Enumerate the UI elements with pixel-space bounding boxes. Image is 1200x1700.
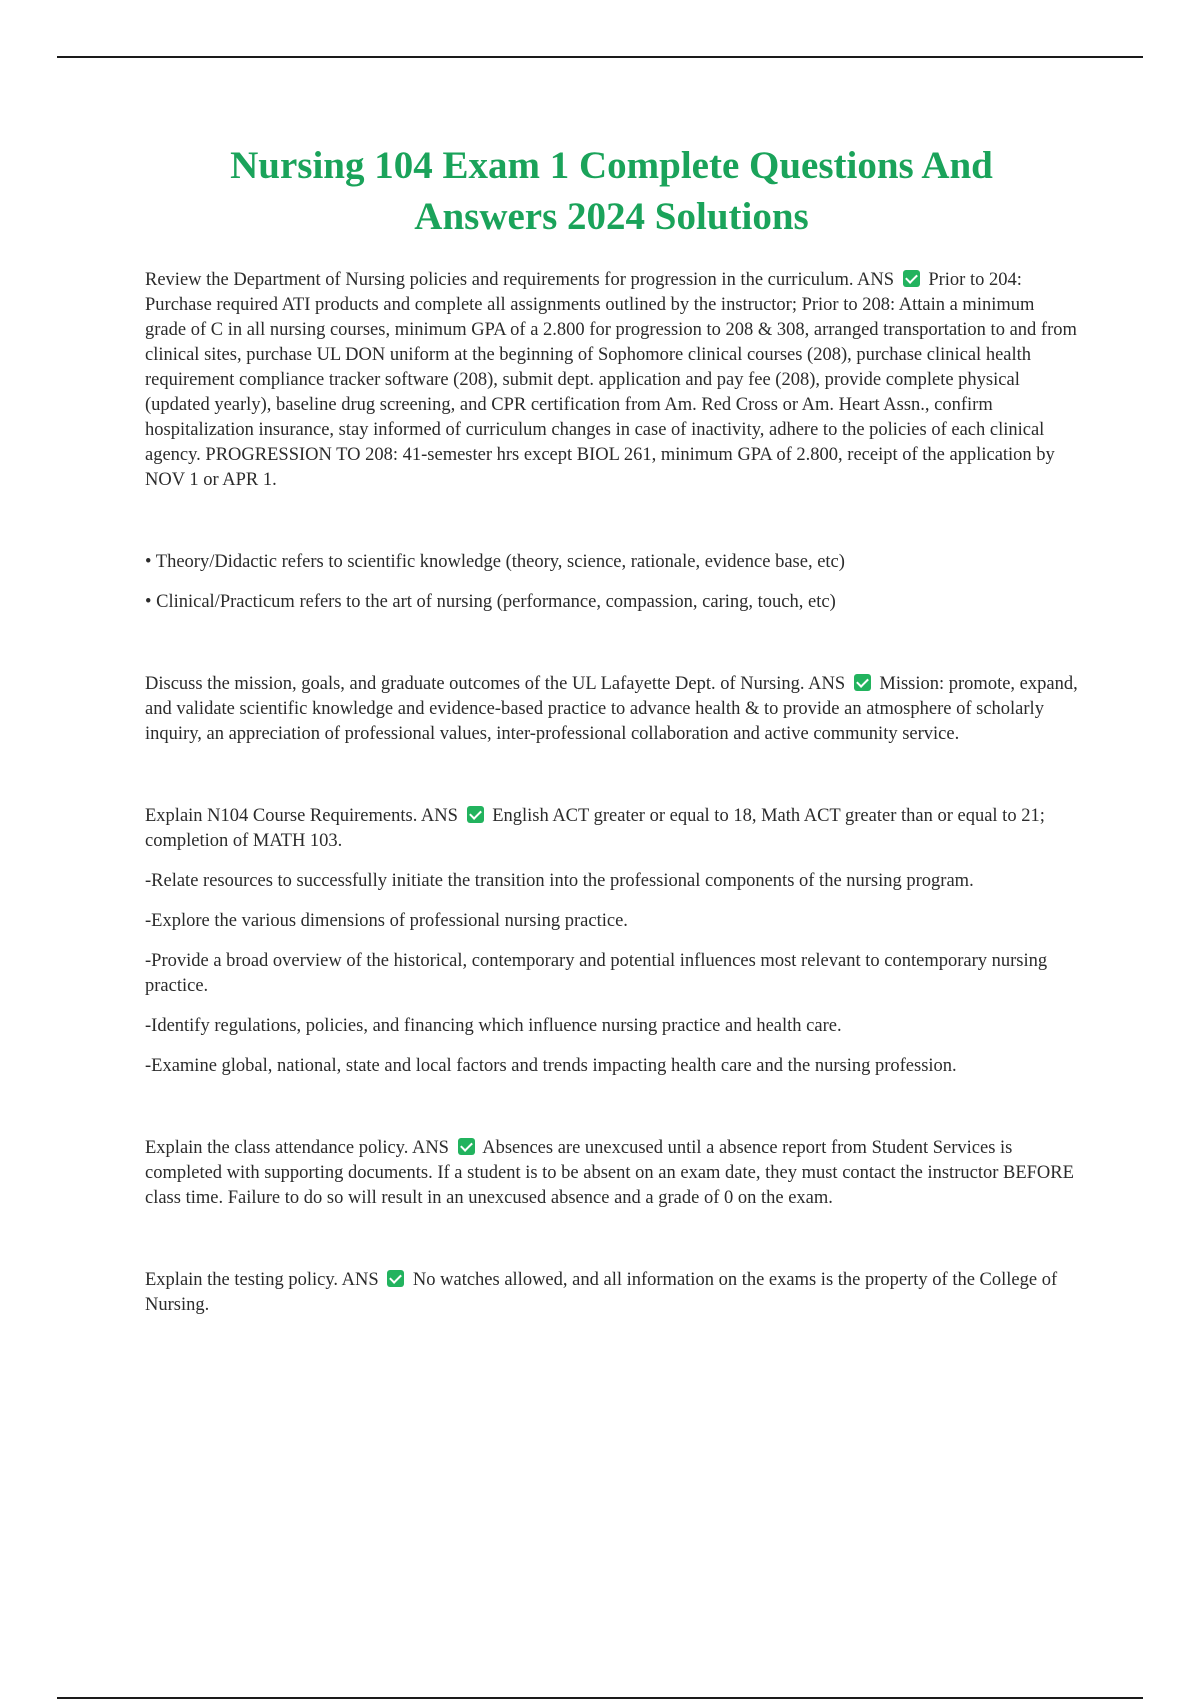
question-text: Discuss the mission, goals, and graduate outcomes of the UL Lafayette Dept. of Nursing. ANS — [145, 674, 846, 694]
dash-list-item: -Relate resources to successfully initiate the transition into the professional components of the nursing program. — [145, 871, 974, 891]
question-text: Explain the testing policy. ANS — [145, 1270, 379, 1290]
green-check-box-icon — [387, 1270, 404, 1287]
answer-text: English ACT greater or equal to 18, Math ACT greater than or equal to 21; completion of MATH 103. — [145, 806, 1045, 851]
qa-item-course-requirements — [145, 804, 1078, 854]
title-line-2: Answers 2024 Solutions — [414, 195, 809, 238]
bullet-item: • Theory/Didactic refers to scientific knowledge (theory, science, rationale, evidence base, etc) — [145, 552, 845, 572]
document-page — [145, 140, 1078, 1318]
bullet-item: • Clinical/Practicum refers to the art of nursing (performance, compassion, caring, touch, etc) — [145, 592, 836, 612]
green-check-box-icon — [903, 270, 920, 287]
qa-item-progression — [145, 268, 1078, 493]
bottom-rule — [57, 1697, 1143, 1699]
qa-item-attendance — [145, 1136, 1078, 1211]
green-check-box-icon — [458, 1138, 475, 1155]
qa-item-mission — [145, 672, 1078, 747]
title-line-1: Nursing 104 Exam 1 Complete Questions And — [230, 144, 993, 187]
dash-list-item: -Examine global, national, state and local factors and trends impacting health care and the nursing profession. — [145, 1056, 957, 1076]
answer-text: Mission: promote, expand, and validate scientific knowledge and evidence-based practice to advance health & to provide an atmosphere of scholarly inquiry, an appreciation of professional values, inter-professional collaboration and active community service. — [145, 674, 1078, 744]
dash-list-item: -Explore the various dimensions of professional nursing practice. — [145, 911, 628, 931]
answer-text: Prior to 204: Purchase required ATI products and complete all assignments outlined by the instructor; Prior to 208: Attain a minimum grade of C in all nursing courses, minimum GPA of a 2.800 for progression to 208 & 308, arranged transportation to and from clinical sites, purchase UL DON uniform at the beginning of Sophomore clinical courses (208), purchase clinical health requirement compliance tracker software (208), submit dept. application and pay fee (208), provide complete physical (updated yearly), baseline drug screening, and CPR certification from Am. Red Cross or Am. Heart Assn., confirm hospitalization insurance, stay informed of curriculum changes in case of inactivity, adhere to the policies of each clinical agency. PROGRESSION TO 208: 41-semester hrs except BIOL 261, minimum GPA of 2.800, receipt of the application by NOV 1 or APR 1. — [145, 270, 1077, 490]
dash-list-item: -Provide a broad overview of the historical, contemporary and potential influences most relevant to contemporary nursing practice. — [145, 951, 1048, 996]
answer-text: No watches allowed, and all information on the exams is the property of the College of Nursing. — [145, 1270, 1058, 1315]
document-title — [145, 140, 1078, 242]
dash-list-item: -Identify regulations, policies, and financing which influence nursing practice and health care. — [145, 1016, 842, 1036]
answer-text: Absences are unexcused until a absence report from Student Services is completed with supporting documents. If a student is to be absent on an exam date, they must contact the instructor BEFORE class time. Failure to do so will result in an unexcused absence and a grade of 0 on the exam. — [145, 1138, 1074, 1208]
question-text: Review the Department of Nursing policies and requirements for progression in the curriculum. ANS — [145, 270, 895, 290]
qa-item-testing — [145, 1268, 1078, 1318]
question-text: Explain the class attendance policy. ANS — [145, 1138, 449, 1158]
question-text: Explain N104 Course Requirements. ANS — [145, 806, 458, 826]
green-check-box-icon — [854, 674, 871, 691]
green-check-box-icon — [467, 806, 484, 823]
top-rule — [57, 56, 1143, 58]
